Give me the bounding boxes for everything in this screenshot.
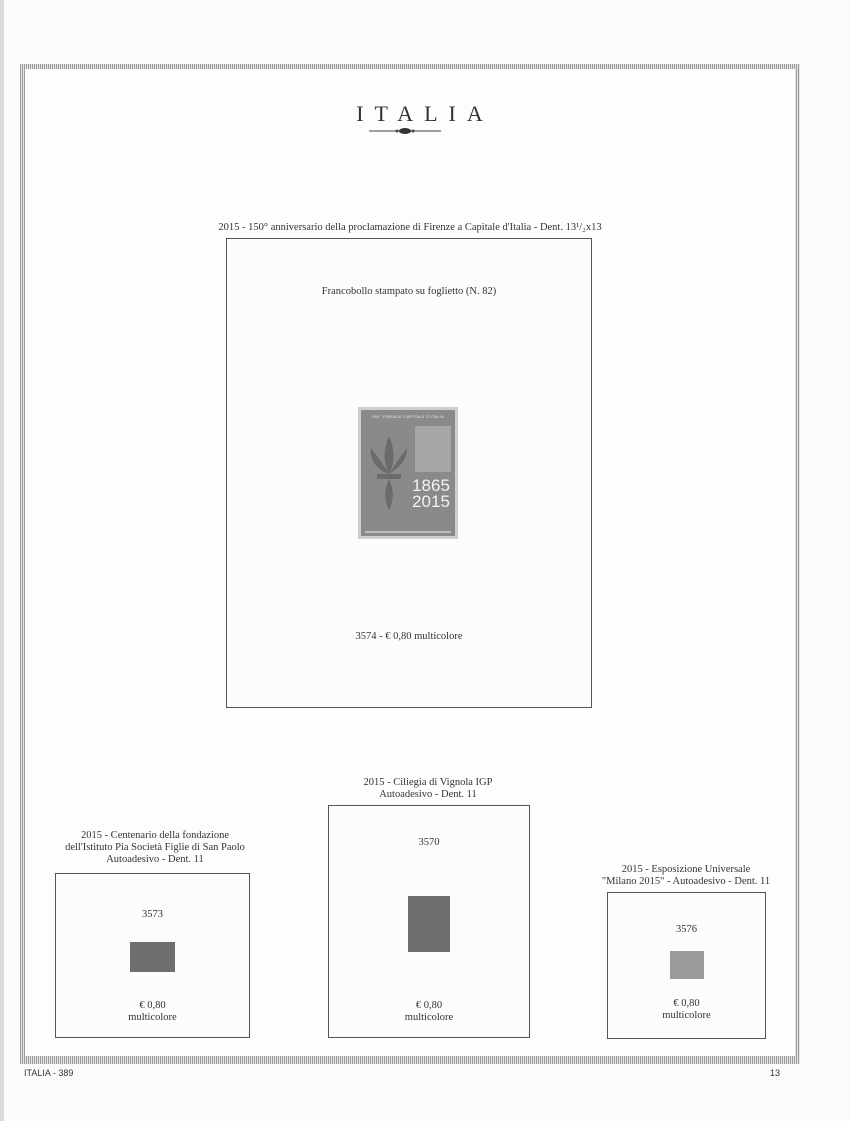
right-stamp-number: 3576 xyxy=(676,924,697,935)
center-caption-line-2: Autoadesivo - Dent. 11 xyxy=(379,789,477,800)
main-issue-caption: 2015 - 150° anniversario della proclamazione di Firenze a Capitale d'Italia - Dent. 13¹/₂x13 xyxy=(218,222,602,233)
left-stamp-number: 3573 xyxy=(142,909,163,920)
center-stamp-image xyxy=(408,896,450,952)
left-stamp-value: € 0,80 xyxy=(139,1000,166,1011)
center-stamp-number: 3570 xyxy=(418,837,440,848)
main-issue-heading: Francobollo stampato su foglietto (N. 82) xyxy=(321,286,497,297)
main-stamp-mount xyxy=(226,238,592,708)
footer-rule xyxy=(20,1056,800,1061)
stamp-year-top: 1865 xyxy=(412,476,450,495)
footer-page-label: ITALIA - 389 xyxy=(24,1068,74,1078)
right-stamp-mount xyxy=(607,892,766,1039)
left-stamp-mount xyxy=(55,873,250,1038)
footer-page-number: 13 xyxy=(770,1068,781,1078)
stamp-header-text: 150° FIRENZE CAPITALE D'ITALIA xyxy=(371,414,445,419)
center-stamp-color: multicolore xyxy=(404,1012,454,1023)
left-stamp-color: multicolore xyxy=(128,1012,177,1023)
title-ornament-icon xyxy=(369,126,441,136)
right-caption-line-1: 2015 - Esposizione Universale xyxy=(621,864,751,875)
left-stamp-image xyxy=(130,942,175,972)
center-issue-caption xyxy=(328,777,528,801)
right-issue-caption xyxy=(590,864,782,888)
stamp-vignette xyxy=(415,426,451,472)
center-stamp-mount xyxy=(328,805,530,1038)
right-stamp-color: multicolore xyxy=(662,1010,711,1021)
center-caption-line-1: 2015 - Ciliegia di Vignola IGP xyxy=(363,777,493,788)
stamp-footer-strip xyxy=(365,531,451,533)
right-stamp-value: € 0,80 xyxy=(673,998,700,1009)
page-edge xyxy=(0,0,4,1121)
right-stamp-image xyxy=(670,951,704,979)
center-stamp-value: € 0,80 xyxy=(415,1000,443,1011)
left-caption-line-3: Autoadesivo - Dent. 11 xyxy=(106,854,204,865)
left-caption-line-2: dell'Istituto Pia Società Figlie di San Paolo xyxy=(65,842,245,853)
left-caption-line-1: 2015 - Centenario della fondazione xyxy=(80,830,230,841)
stamp-year-bottom: 2015 xyxy=(412,492,450,511)
main-stamp-image xyxy=(358,407,458,539)
right-caption-line-2: "Milano 2015" - Autoadesivo - Dent. 11 xyxy=(601,876,771,887)
page-title: ITALIA xyxy=(356,101,494,126)
left-issue-caption xyxy=(40,830,270,866)
main-issue-value: 3574 - € 0,80 multicolore xyxy=(355,631,463,642)
